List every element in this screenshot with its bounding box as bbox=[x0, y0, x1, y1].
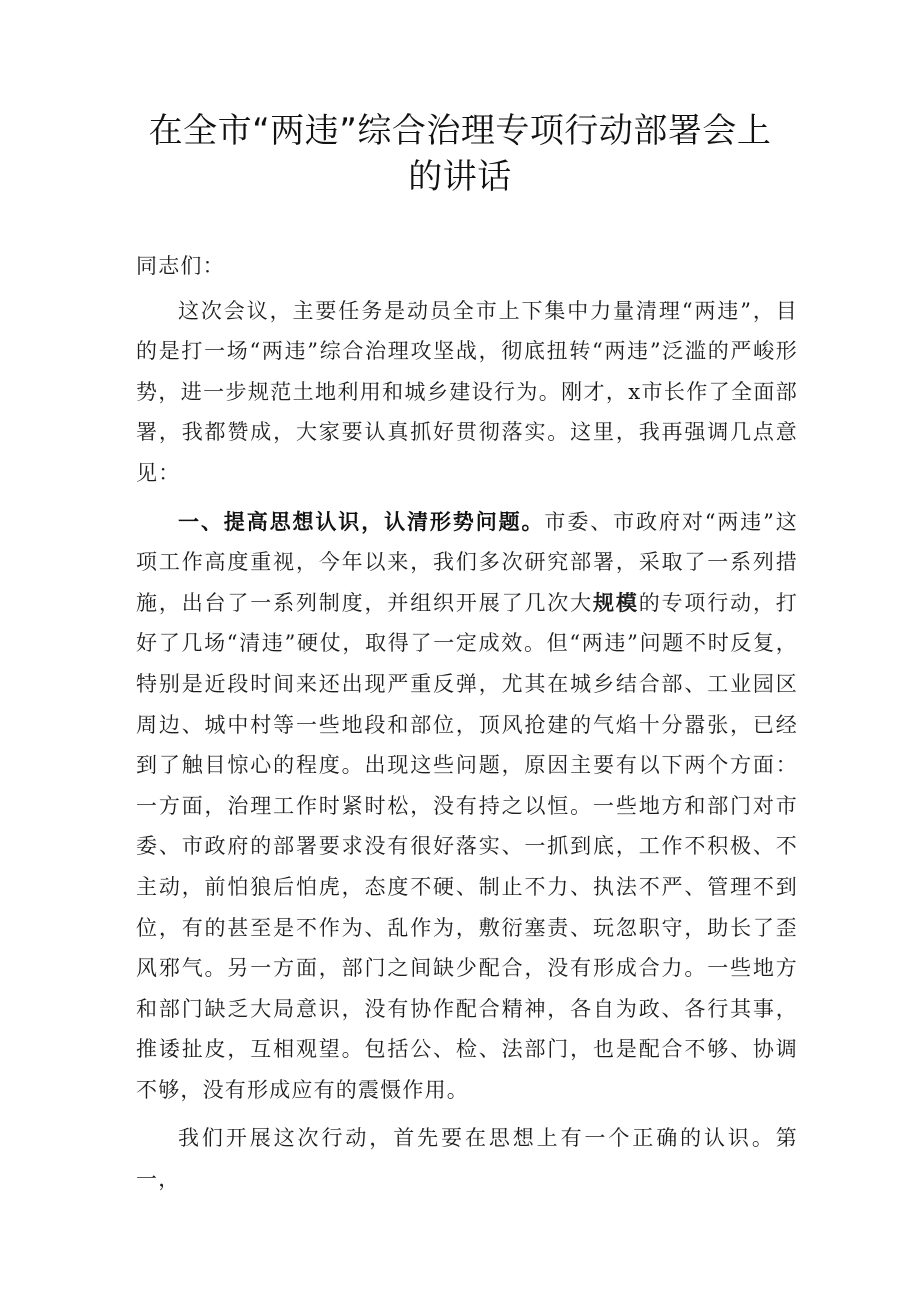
page-title bbox=[100, 108, 820, 200]
title-line-1: 在全市“两违”综合治理专项行动部署会上 bbox=[148, 111, 772, 151]
section-1-emphasis: 规模 bbox=[593, 590, 639, 615]
intro-paragraph: 这次会议，主要任务是动员全市上下集中力量清理“两违”，目的是打一场“两违”综合治理攻坚战，彻底扭转“两违”泛滥的严峻形势，进一步规范土地利用和城乡建设行为。刚才，x市长作了全面部署，我都赞成，大家要认真抓好贯彻落实。这里，我再强调几点意见： bbox=[136, 298, 798, 485]
section-1-paragraph bbox=[136, 502, 798, 1111]
section-1-text-a: 市委、市政府对“两违”这项工作高度重视，今年以来，我们多次研究部署，采取了一系列措施，出台了一系列制度，并组织开展了几次大 bbox=[136, 509, 799, 615]
section-1-heading: 一、提高思想认识，认清形势问题。 bbox=[178, 509, 545, 534]
title-line-2: 的讲话 bbox=[408, 157, 512, 197]
closing-paragraph: 我们开展这次行动，首先要在思想上有一个正确的认识。第一， bbox=[136, 1126, 798, 1192]
document-body bbox=[136, 246, 798, 1208]
greeting-line: 同志们： bbox=[136, 254, 225, 278]
section-1-text-b: 的专项行动，打好了几场“清违”硬仗，取得了一定成效。但“两违”问题不时反复，特别是近段时间来还出现严重反弹，尤其在城乡结合部、工业园区周边、城中村等一些地段和部位，顶风抢建的气焰十分嚣张，已经到了触目惊心的程度。出现这些问题，原因主要有以下两个方面：一方面，治理工作时紧时松，没有持之以恒。一些地方和部门对市委、市政府的部署要求没有很好落实、一抓到底，工作不积极、不主动，前怕狼后怕虎，态度不硬、制止不力、执法不严、管理不到位，有的甚至是不作为、乱作为，敷衍塞责、玩忽职守，助长了歪风邪气。另一方面，部门之间缺少配合，没有形成合力。一些地方和部门缺乏大局意识，没有协作配合精神，各自为政、各行其事，推诿扯皮，互相观望。包括公、检、法部门，也是配合不够、协调不够，没有形成应有的震慑作用。 bbox=[136, 590, 798, 1102]
